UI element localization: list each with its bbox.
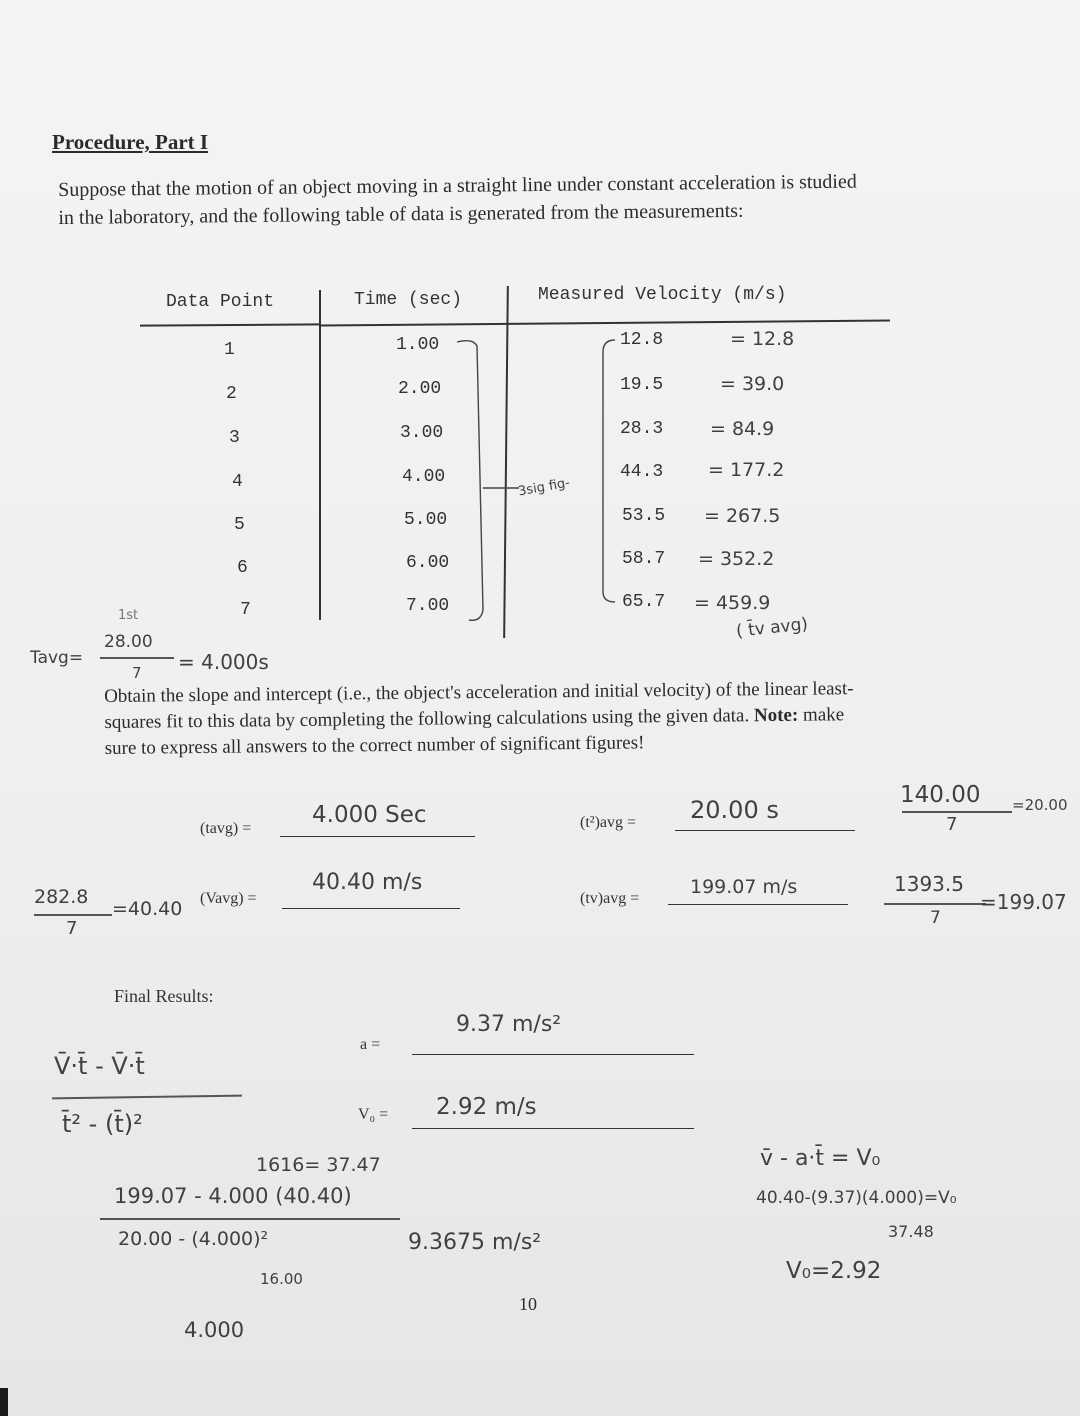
table-divider [319, 290, 321, 620]
t2-side-numerator: 140.00 [900, 782, 981, 808]
calc-sub-value: 16.00 [260, 1270, 303, 1288]
fraction-bar [100, 1218, 400, 1220]
table-cell-time: 6.00 [406, 553, 450, 573]
vavg-value[interactable]: 40.40 m/s [312, 870, 423, 895]
table-cell-velocity: 58.7 [622, 549, 666, 569]
header-velocity: Measured Velocity (m/s) [538, 285, 787, 305]
handwritten-product: = 177.2 [708, 459, 785, 481]
v-side-denominator: 7 [66, 918, 78, 939]
calc-result: 9.3675 m/s² [408, 1230, 542, 1255]
handwritten-product: = 12.8 [730, 328, 795, 350]
t2avg-label: (t²)avg = [580, 814, 637, 831]
vavg-answer-line [282, 908, 460, 909]
table-cell-point: 1 [224, 340, 235, 360]
table-cell-point: 2 [226, 384, 237, 404]
table-cell-velocity: 28.3 [620, 419, 664, 439]
t2avg-value[interactable]: 20.00 s [690, 796, 779, 824]
table-cell-point: 3 [229, 428, 240, 448]
tavg-answer-line [280, 836, 475, 837]
header-time: Time (sec) [354, 290, 463, 310]
vavg-label: (Vavg) = [200, 890, 257, 907]
v0-answer-line [412, 1128, 694, 1129]
v0-value[interactable]: 2.92 m/s [436, 1094, 537, 1120]
v-side-numerator: 282.8 [34, 886, 89, 908]
table-cell-velocity: 65.7 [622, 592, 666, 612]
note-label: Note: [753, 704, 799, 727]
fraction-bar [34, 914, 112, 916]
acceleration-value[interactable]: 9.37 m/s² [456, 1012, 562, 1037]
acceleration-answer-line [412, 1054, 694, 1055]
fraction-bar [884, 903, 986, 905]
calc-denominator: 20.00 - (4.000)² [118, 1228, 269, 1250]
handwritten-product: = 352.2 [698, 548, 775, 570]
tavg-small-note: 1st [118, 608, 139, 623]
page-edge-shadow [0, 1388, 8, 1416]
tavg-value[interactable]: 4.000 Sec [312, 802, 427, 828]
tvavg-value[interactable]: 199.07 m/s [690, 876, 798, 898]
intro-paragraph [58, 168, 857, 232]
header-data-point: Data Point [166, 292, 275, 312]
tavg-denominator: 7 [132, 664, 142, 682]
instructions-line-1: Obtain the slope and intercept (i.e., the object's acceleration and initial velocity) of the linear least- [104, 678, 854, 707]
handwritten-product: = 84.9 [710, 418, 775, 440]
instructions-paragraph [104, 676, 854, 762]
v0-label: V₀ = [358, 1106, 389, 1123]
table-header-rule [320, 320, 890, 326]
v0-equation: v̄ - a·t̄ = V₀ [760, 1146, 881, 1171]
fraction-bar [52, 1095, 242, 1099]
v0-substitution: 40.40-(9.37)(4.000)=V₀ [756, 1188, 957, 1208]
table-cell-time: 1.00 [396, 335, 440, 355]
formula-numerator: V̄·t̄ - V̄·t̄ [54, 1052, 145, 1080]
bracket-annotation [455, 330, 615, 630]
table-cell-time: 7.00 [406, 596, 450, 616]
sig-fig-note: 3sig fig- [517, 475, 572, 500]
calc-note: 1616= 37.47 [256, 1154, 381, 1176]
handwritten-product: = 39.0 [720, 373, 785, 395]
table-cell-velocity: 19.5 [620, 375, 664, 395]
table-cell-point: 4 [232, 472, 243, 492]
formula-denominator: t̄² - (t̄)² [62, 1110, 143, 1138]
handwritten-tv-note: ( t̄v avg) [735, 614, 809, 642]
tv-side-result: =199.07 [980, 890, 1067, 914]
fraction-bar [902, 811, 1012, 813]
t2-side-result: =20.00 [1012, 796, 1068, 814]
tvavg-answer-line [668, 904, 848, 905]
tavg-prefix: Tavg= [30, 648, 84, 668]
table-cell-velocity: 44.3 [620, 462, 664, 482]
final-results-label: Final Results: [114, 986, 214, 1006]
tvavg-label: (tv)avg = [580, 890, 640, 907]
t2-side-denominator: 7 [946, 814, 958, 835]
v0-intermediate: 37.48 [888, 1222, 934, 1241]
intro-line-1: Suppose that the motion of an object moving in a straight line under constant acceleration is studied [58, 170, 857, 201]
table-cell-point: 6 [237, 558, 248, 578]
intro-line-2: in the laboratory, and the following table of data is generated from the measurements: [58, 199, 744, 229]
table-cell-time: 4.00 [402, 467, 446, 487]
table-cell-point: 7 [240, 600, 251, 620]
table-cell-time: 3.00 [400, 423, 444, 443]
tavg-result: = 4.000s [178, 650, 269, 674]
table-cell-point: 5 [234, 515, 245, 535]
table-cell-velocity: 12.8 [620, 330, 664, 350]
table-header-rule [140, 323, 320, 326]
tv-side-numerator: 1393.5 [894, 872, 964, 896]
v0-final: V₀=2.92 [786, 1258, 882, 1284]
tavg-numerator: 28.00 [104, 632, 153, 652]
table-cell-velocity: 53.5 [622, 506, 666, 526]
handwritten-product: = 459.9 [694, 592, 771, 614]
table-cell-time: 5.00 [404, 510, 448, 530]
tavg-label: (tavg) = [200, 820, 252, 837]
calc-numerator: 199.07 - 4.000 (40.40) [114, 1184, 352, 1208]
acceleration-label: a = [360, 1036, 381, 1053]
page-number: 10 [519, 1294, 537, 1314]
fraction-bar [100, 657, 174, 659]
tv-side-denominator: 7 [930, 908, 941, 928]
t2avg-answer-line [675, 830, 855, 831]
v-side-result: =40.40 [112, 898, 183, 920]
instructions-line-3: sure to express all answers to the correct number of significant figures! [104, 732, 645, 759]
calc-bottom-value: 4.000 [184, 1318, 245, 1342]
instructions-line-2: squares fit to this data by completing the following calculations using the given data. Note: make [104, 704, 845, 733]
handwritten-product: = 267.5 [704, 505, 781, 527]
table-cell-time: 2.00 [398, 379, 442, 399]
section-heading: Procedure, Part I [52, 130, 209, 154]
